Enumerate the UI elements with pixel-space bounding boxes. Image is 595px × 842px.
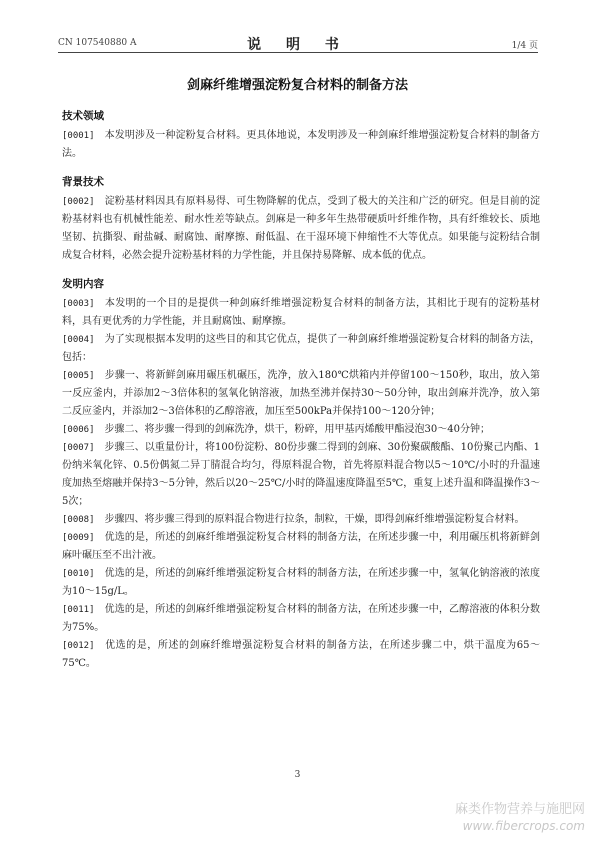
paragraph-text: 步骤四、将步骤三得到的原料混合物进行拉条，制粒，干燥，即得剑麻纤维增强淀粉复合材料。 xyxy=(104,514,525,525)
watermark xyxy=(405,802,585,834)
paragraph xyxy=(62,439,540,511)
paragraph xyxy=(62,601,540,637)
page-info: 1/4 页 xyxy=(511,41,538,51)
paragraph-number: [0007] xyxy=(62,443,95,453)
paragraph xyxy=(62,511,540,529)
paragraph-number: [0003] xyxy=(62,299,95,309)
paragraph-text: 步骤一、将新鲜剑麻用碾压机碾压，洗净，放入180℃烘箱内并停留100～150秒，取出，放入第一反应釜内，并添加2～3倍体积的氢氧化钠溶液，加热至沸并保持30～50分钟，取出剑麻并洗净，放入第二反应釜内，并添加2～3倍体积的乙醇溶液，加压至500kPa并保持100～120分钟； xyxy=(62,370,540,417)
paragraph-number: [0008] xyxy=(62,515,95,525)
paragraph-text: 本发明涉及一种淀粉复合材料。更具体地说，本发明涉及一种剑麻纤维增强淀粉复合材料的制备方法。 xyxy=(62,130,540,159)
paragraph xyxy=(62,565,540,601)
section-heading: 发明内容 xyxy=(62,278,104,290)
paragraph-number: [0009] xyxy=(62,533,95,543)
patent-number: CN 107540880 A xyxy=(58,38,137,48)
paragraph xyxy=(62,421,540,439)
paragraph xyxy=(62,529,540,565)
paragraph-number: [0006] xyxy=(62,425,95,435)
document-type-label: 说 明 书 xyxy=(247,37,349,53)
paragraph-number: [0002] xyxy=(62,197,95,207)
paragraph-number: [0004] xyxy=(62,335,95,345)
document-body xyxy=(62,104,540,673)
page-header xyxy=(58,34,538,53)
paragraph-text: 优选的是，所述的剑麻纤维增强淀粉复合材料的制备方法，在所述步骤二中，烘干温度为65～75℃。 xyxy=(62,640,540,669)
watermark-url: www.fibercrops.com xyxy=(462,819,585,833)
paragraph xyxy=(62,367,540,421)
paragraph-number: [0001] xyxy=(62,131,95,141)
paragraph xyxy=(62,331,540,367)
paragraph-text: 优选的是，所述的剑麻纤维增强淀粉复合材料的制备方法，在所述步骤一中，氢氧化钠溶液的浓度为10～15g/L。 xyxy=(62,568,540,597)
document-title: 剑麻纤维增强淀粉复合材料的制备方法 xyxy=(186,78,408,93)
paragraph-number: [0011] xyxy=(62,605,95,615)
paragraph-text: 本发明的一个目的是提供一种剑麻纤维增强淀粉复合材料的制备方法，其相比于现有的淀粉基材料，具有更优秀的力学性能，并且耐腐蚀、耐摩擦。 xyxy=(62,298,540,327)
paragraph-number: [0012] xyxy=(62,641,95,651)
paragraph-text: 优选的是，所述的剑麻纤维增强淀粉复合材料的制备方法，在所述步骤一中，利用碾压机将新鲜剑麻叶碾压至不出汁液。 xyxy=(62,532,540,561)
paragraph-text: 优选的是，所述的剑麻纤维增强淀粉复合材料的制备方法，在所述步骤一中，乙醇溶液的体积分数为75%。 xyxy=(62,604,540,633)
section-heading: 背景技术 xyxy=(62,176,104,188)
paragraph-text: 淀粉基材料因具有原料易得、可生物降解的优点，受到了极大的关注和广泛的研究。但是目前的淀粉基材料也有机械性能差、耐水性差等缺点。剑麻是一种多年生热带硬质叶纤维作物，具有纤维较长、质地坚韧、抗撕裂、耐盐碱、耐腐蚀、耐摩擦、耐低温、在干湿环境下伸缩性不大等优点。如果能与淀粉结合制成复合材料，必然会提升淀粉基材料的力学性能，并且保持易降解、成本低的优点。 xyxy=(62,196,540,261)
section-heading: 技术领域 xyxy=(62,110,104,122)
paragraph xyxy=(62,127,540,163)
watermark-site-name: 麻类作物营养与施肥网 xyxy=(454,802,585,817)
paragraph-text: 为了实现根据本发明的这些目的和其它优点，提供了一种剑麻纤维增强淀粉复合材料的制备方法，包括： xyxy=(62,334,540,363)
paragraph xyxy=(62,637,540,673)
page-number: 3 xyxy=(294,770,301,780)
paragraph-number: [0005] xyxy=(62,371,95,381)
paragraph xyxy=(62,193,540,265)
paragraph-number: [0010] xyxy=(62,569,95,579)
paragraph-text: 步骤二、将步骤一得到的剑麻洗净，烘干，粉碎，用甲基丙烯酸甲酯浸泡30～40分钟； xyxy=(104,424,490,435)
paragraph xyxy=(62,295,540,331)
paragraph-text: 步骤三、以重量份计，将100份淀粉、80份步骤二得到的剑麻、30份聚碳酸酯、10份聚己内酯、1份纳米氧化锌、0.5份偶氮二异丁腈混合均匀，得原料混合物，首先将原料混合物以5～10℃/小时的升温速度加热至熔融并保持3～5分钟，然后以20～25℃/小时的降温速度降温至5℃，重复上述升温和降温操作3～5次； xyxy=(62,442,540,507)
